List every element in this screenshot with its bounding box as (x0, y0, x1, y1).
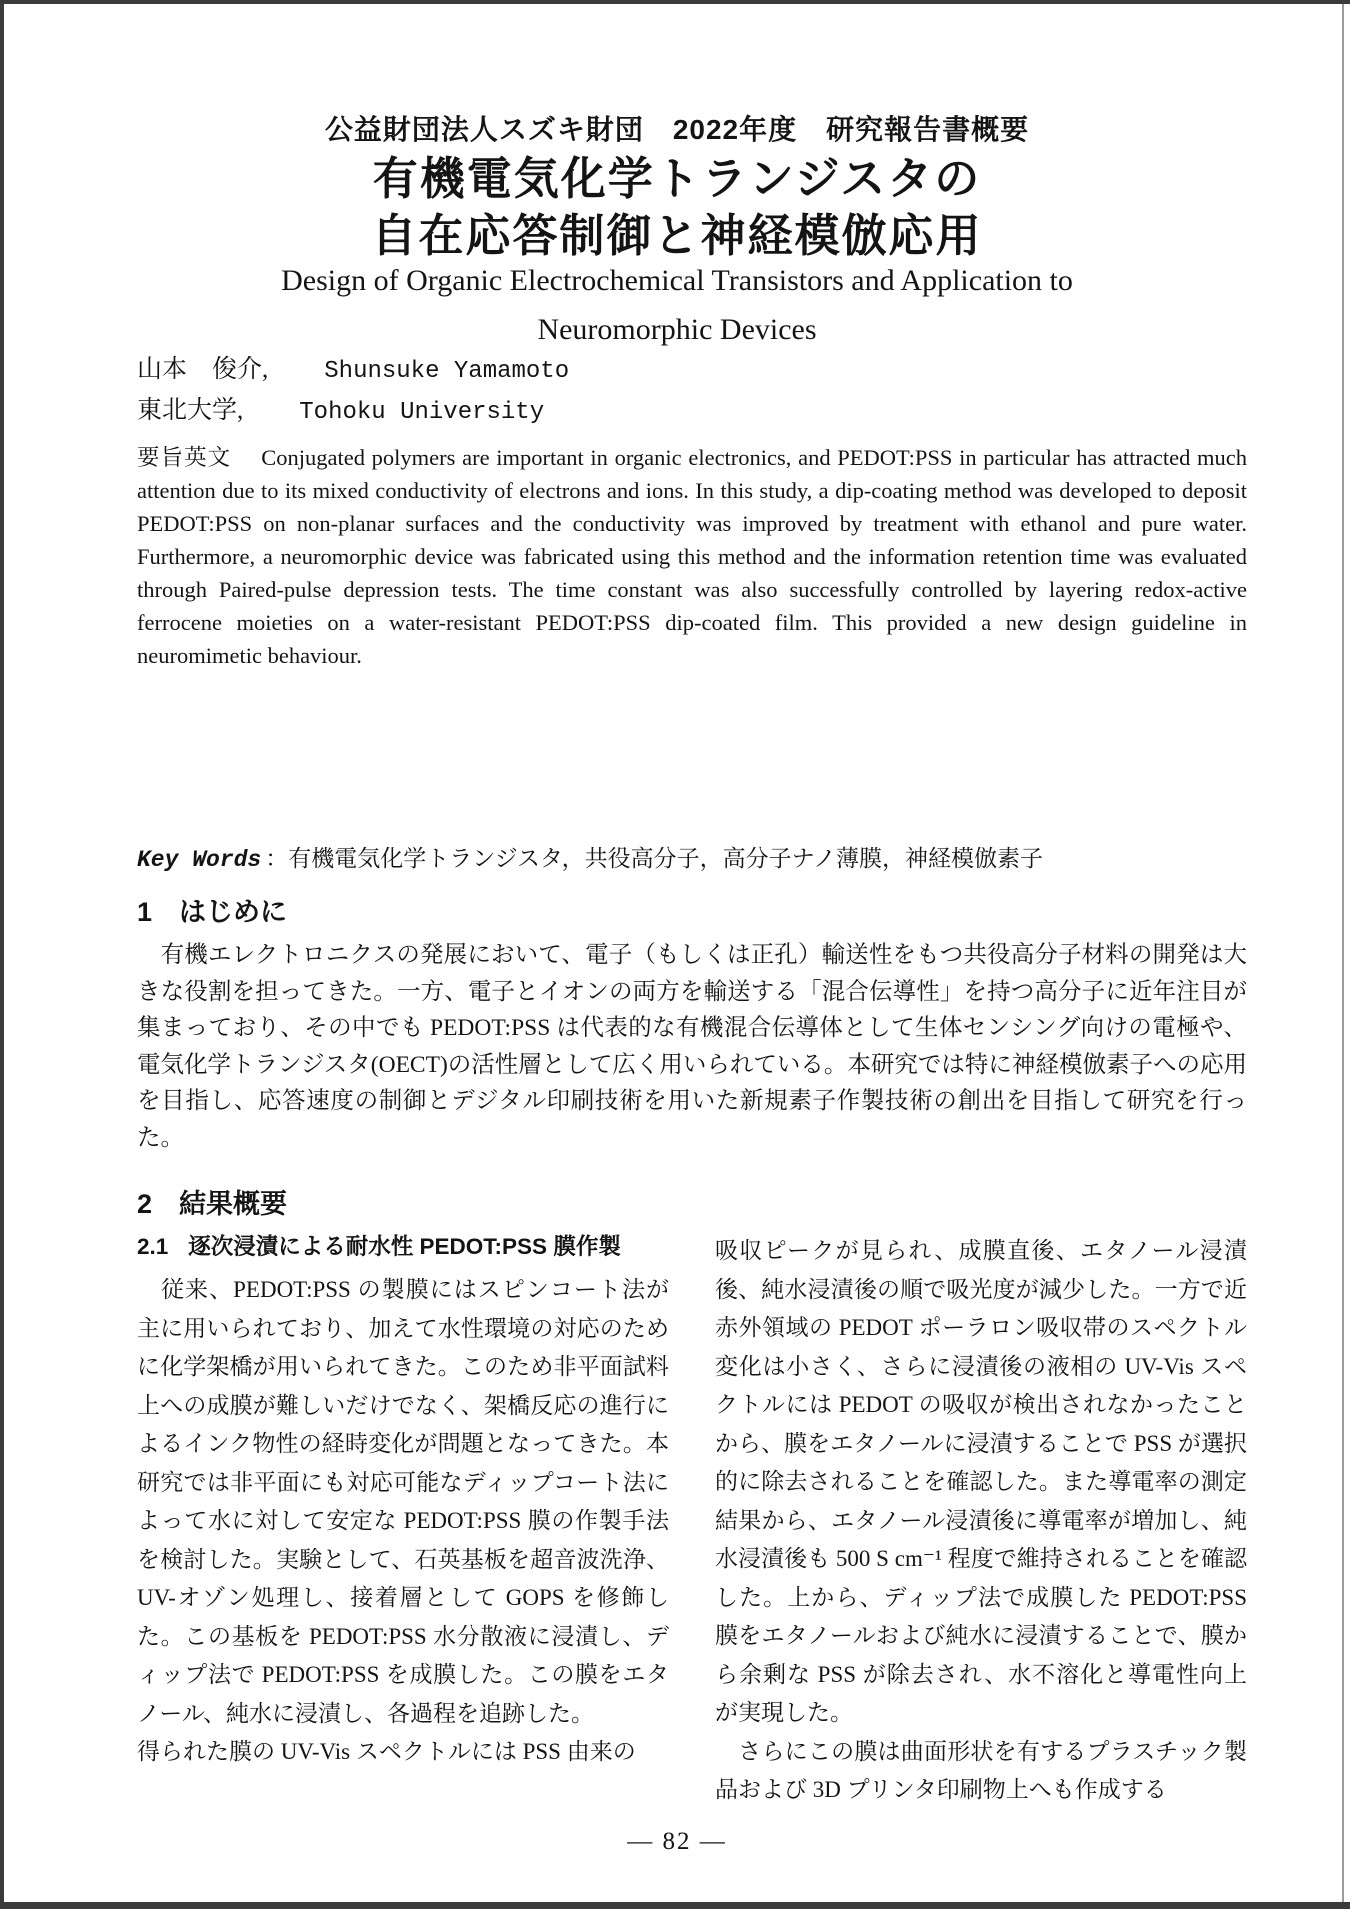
title-ja-line1: 有機電気化学トランジスタの (372, 153, 982, 204)
section-1-number: 1 (137, 897, 153, 927)
section-2-1-number: 2.1 (137, 1234, 169, 1259)
title-en-line1: Design of Organic Electrochemical Transistors and Application to (281, 264, 1073, 297)
left-column-paragraph-2: 得られた膜の UV-Vis スペクトルには PSS 由来の (137, 1739, 636, 1764)
page-number: — 82 — (627, 1828, 727, 1855)
keywords-label: Key Words (137, 847, 262, 873)
section-2-1-title: 逐次浸漬による耐水性 PEDOT:PSS 膜作製 (188, 1234, 621, 1259)
section-1-paragraph: 有機エレクトロニクスの発展において、電子（もしくは正孔）輸送性をもつ共役高分子材料の開発は大きな役割を担ってきた。一方、電子とイオンの両方を輸送する「混合伝導性」を持つ高分子に近年注目が集まっており、その中でも PEDOT:PSS は代表的な有機混合伝導体として生体センシング向けの電極や、電気化学トランジスタ(OECT)の活性層として広く用いられている。本研究では特に神経模倣素子への応用を目指し、応答速度の制御とデジタル印刷技術を用いた新規素子作製技術の創出を目指して研究を行った。 (137, 942, 1247, 1151)
right-column-paragraph-1: 吸収ピークが見られ、成膜直後、エタノール浸漬後、純水浸漬後の順で吸光度が減少した。一方で近赤外領域の PEDOT ポーラロン吸収帯のスペクトル変化は小さく、さらに浸漬後の液相の UV-Vis スペクトルには PEDOT の吸収が検出されなかったことから、膜をエタノールに浸漬することで PSS が選択的に除去されることを確認した。また導電率の測定結果から、エタノール浸漬後に導電率が増加し、純水浸漬後も 500 S cm⁻¹ 程度で維持されることを確認した。上から、ディップ法で成膜した PEDOT:PSS 膜をエタノールおよび純水に浸漬することで、膜から余剰な PSS が除去され、水不溶化と導電性向上が実現した。 (715, 1238, 1247, 1725)
page-edge-line (1342, 4, 1344, 1902)
section-2-title: 結果概要 (179, 1189, 288, 1219)
report-series-line: 公益財団法人スズキ財団 2022年度 研究報告書概要 (324, 114, 1030, 145)
keywords-line (137, 840, 1043, 873)
section-2-number: 2 (137, 1189, 153, 1219)
title-ja-line2: 自在応答制御と神経模倣応用 (371, 210, 983, 261)
author-block (137, 354, 569, 436)
author-line (137, 354, 569, 388)
author-name-ja: 山本 俊介, (137, 356, 269, 383)
keywords-text: ：有機電気化学トランジスタ，共役高分子，高分子ナノ薄膜，神経模倣素子 (265, 846, 1043, 871)
affiliation-en: Tohoku University (299, 399, 545, 426)
right-column-paragraph-2: さらにこの膜は曲面形状を有するプラスチック製品および 3D プリンタ印刷物上へも作成する (715, 1738, 1247, 1802)
right-column (715, 1232, 1247, 1810)
abstract-text: Conjugated polymers are important in organic electronics, and PEDOT:PSS in particular has attracted much attention due to its mixed conductivity of electrons and ions. In this study, a dip-coating method was developed to deposit PEDOT:PSS on non-planar surfaces and the conductivity was improved by treatment with ethanol and pure water. Furthermore, a neuromorphic device was fabricated using this method and the information retention time was evaluated through Paired-pulse depression tests. The time constant was also successfully controlled by layering redox-active ferrocene moieties on a water-resistant PEDOT:PSS dip-coated film. This provided a new design guideline in neuromimetic behaviour. (137, 445, 1247, 668)
two-column-body (137, 1232, 1247, 1810)
title-en-line2: Neuromorphic Devices (537, 313, 817, 346)
section-1-heading (137, 896, 287, 928)
section-1-title: はじめに (179, 897, 288, 927)
left-column (137, 1232, 669, 1810)
section-2-1-heading (137, 1232, 669, 1262)
left-column-paragraph-1: 従来、PEDOT:PSS の製膜にはスピンコート法が主に用いられており、加えて水性環境の対応のために化学架橋が用いられてきた。このため非平面試料上への成膜が難しいだけでなく、架橋反応の進行によるインク物性の経時変化が問題となってきた。本研究では非平面にも対応可能なディップコート法によって水に対して安定な PEDOT:PSS 膜の作製手法を検討した。実験として、石英基板を超音波洗浄、UV-オゾン処理し、接着層として GOPS を修飾した。この基板を PEDOT:PSS 水分散液に浸漬し、ディップ法で PEDOT:PSS を成膜した。この膜をエタノール、純水に浸漬し、各過程を追跡した。 (137, 1277, 669, 1726)
affiliation-line (137, 395, 569, 429)
affiliation-ja: 東北大学, (137, 397, 244, 424)
section-2-heading (137, 1188, 287, 1220)
abstract-paragraph (137, 441, 1247, 672)
page-title-ja (4, 150, 1350, 264)
abstract-label: 要旨英文 (137, 445, 232, 470)
page-title-en (4, 256, 1350, 354)
author-name-en: Shunsuke Yamamoto (324, 358, 570, 385)
